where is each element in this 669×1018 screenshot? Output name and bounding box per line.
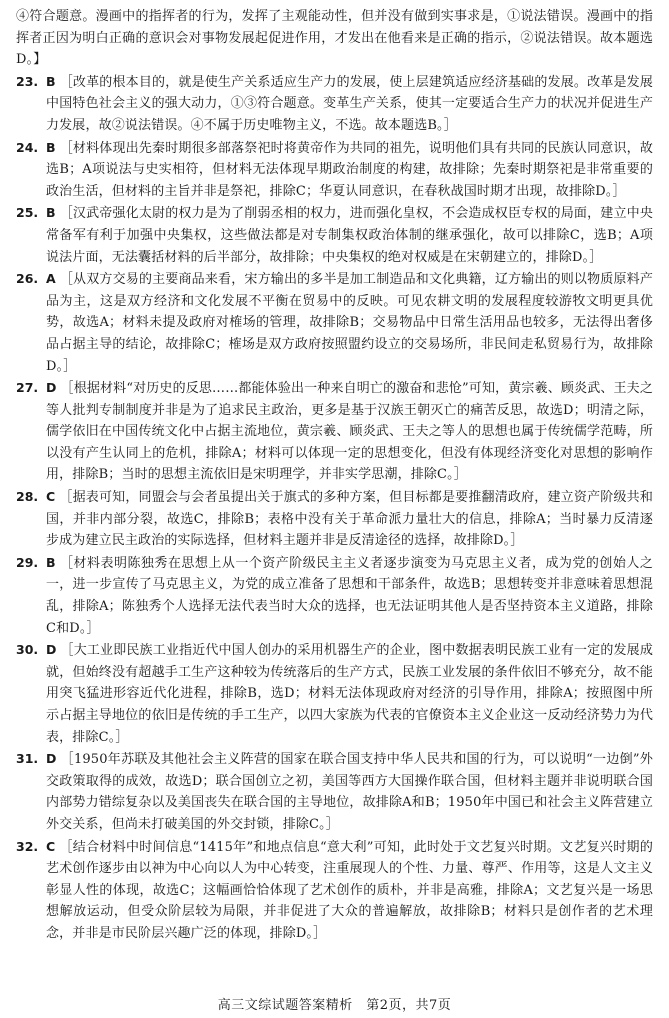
explanation-text: ［据表可知，同盟会与会者虽提出关于旗式的多种方案，但目标都是要推翻清政府，建立资产阶级共和国，并非内部分裂，故选C，排除B；表格中没有关于革命派力量壮大的信息，排除A；当时暴力反清逐步成为建立民主政治的实际选择，但材料主题并非是反清途径的选择，故排除D。］ — [46, 490, 653, 549]
question-number: 23. — [16, 73, 39, 89]
answer-item — [16, 202, 653, 268]
question-number: 27. — [16, 380, 39, 396]
answer-explanation — [46, 639, 653, 748]
answer-item — [16, 268, 653, 377]
answer-letter: D — [46, 642, 57, 658]
question-number: 32. — [16, 838, 39, 854]
answer-letter: D — [46, 380, 57, 396]
answer-item — [16, 639, 653, 748]
explanation-text: ［从双方交易的主要商品来看，宋方输出的多半是加工制造品和文化典籍，辽方输出的则以物质原料产品为主，这是双方经济和文化发展不平衡在贸易中的反映。可见农耕文明的发展程度较游牧文明更具优势，故选A；材料未提及政府对榷场的管理，故排除B；交易物品中日常生活用品也较多，无法得出奢侈品占据主导的结论，故排除C；榷场是双方政府按照盟约设立的交易场所，非民间走私贸易行为，故排除D。］ — [46, 272, 653, 374]
answer-item — [16, 71, 653, 137]
question-number: 25. — [16, 205, 39, 221]
answer-item — [16, 552, 653, 639]
answer-letter: B — [46, 554, 56, 570]
question-number: 30. — [16, 642, 39, 658]
answer-item — [16, 137, 653, 203]
answer-letter: A — [46, 271, 56, 287]
answer-explanation — [46, 268, 653, 377]
answer-letter: C — [46, 489, 56, 505]
answer-explanation — [46, 202, 653, 268]
answer-item — [16, 748, 653, 835]
explanation-text: ［汉武帝强化太尉的权力是为了削弱丞相的权力，进而强化皇权，不会造成权臣专权的局面，建立中央常备军有利于加强中央集权，这些做法都是对专制集权政治体制的继承强化，故可以排除C，选B；A项说法片面，无法囊括材料的后半部分，故排除；中央集权的绝对权威是在宋朝建立的，排除D。］ — [46, 206, 653, 265]
page-footer: 高三文综试题答案精析 第2页，共7页 — [217, 998, 452, 1013]
answer-explanation — [46, 552, 653, 639]
answer-explanation — [46, 137, 653, 203]
answer-list — [16, 71, 653, 945]
answer-letter: B — [46, 139, 56, 155]
explanation-text: ［根据材料“对历史的反思……都能体验出一种来自明亡的激奋和悲怆”可知，黄宗羲、顾炎武、王夫之等人批判专制制度并非是为了追求民主政治，更多是基于汉族王朝灭亡的痛苦反思，故选D；明清之际，儒学依旧在中国传统文化中占据主流地位，黄宗羲、顾炎武、王夫之等人的思想也属于传统儒学范畴，所以没有产生认同上的危机，排除A；材料可以体现一定的思想变化，但没有体现经济变化对思想的影响作用，排除B；当时的思想主流依旧是宋明理学，并非实学思潮，排除C。］ — [46, 381, 653, 483]
answer-explanation — [46, 748, 653, 835]
answer-letter: D — [46, 751, 57, 767]
question-number: 28. — [16, 489, 39, 505]
answer-explanation — [46, 836, 653, 945]
answer-item — [16, 486, 653, 552]
answer-letter: B — [46, 205, 56, 221]
explanation-text: ［材料体现出先秦时期很多部落祭祀时将黄帝作为共同的祖先，说明他们具有共同的民族认同意识，故选B；A项说法与史实相符，但材料无法体现早期政治制度的构建，故排除；先秦时期祭祀是非常重要的政治生活，但材料的主旨并非是祭祀，排除C；华夏认同意识，在春秋战国时期才出现，故排除D。］ — [46, 140, 653, 199]
question-number: 24. — [16, 139, 39, 155]
explanation-text: ［大工业即民族工业指近代中国人创办的采用机器生产的企业，图中数据表明民族工业有一定的发展成就，但始终没有超越手工生产这种较为传统落后的生产方式，民族工业发展的条件依旧不够充分，故不能用突飞猛进形容近代化进程，排除B，选D；材料无法体现政府对经济的引导作用，排除A；按照图中所示占据主导地位的依旧是传统的手工生产，以四大家族为代表的官僚资本主义企业这一反动经济势力为代表，排除C。］ — [46, 643, 653, 745]
question-number: 29. — [16, 554, 39, 570]
explanation-text: ［结合材料中时间信息“1415年”和地点信息“意大利”可知，此时处于文艺复兴时期。文艺复兴时期的艺术创作逐步由以神为中心向以人为中心转变，注重展现人的个性、力量、尊严、作用等，这是人文主义彰显人性的体现，故选C；这幅画恰恰体现了艺术创作的质朴，并非是高雅，排除A；文艺复兴是一场思想解放运动，但受众阶层较为局限，并非促进了大众的普遍解放，故排除B；材料只是创作者的艺术理念，并非是市民阶层兴趣广泛的体现，排除D。］ — [46, 839, 653, 941]
answer-explanation — [46, 377, 653, 486]
explanation-text: ［改革的根本目的，就是使生产关系适应生产力的发展，使上层建筑适应经济基础的发展。改革是发展中国特色社会主义的强大动力，①③符合题意。变革生产关系，使其一定要适合生产力的状况并促进生产力发展，故②说法错误。④不属于历史唯物主义，不选。故本题选B。］ — [46, 74, 653, 133]
explanation-text: ［1950年苏联及其他社会主义阵营的国家在联合国支持中华人民共和国的行为，可以说明“一边倒”外交政策取得的成效，故选D；联合国创立之初，美国等西方大国操作联合国，但材料主题并非说明联合国内部势力错综复杂以及美国丧失在联合国的主导地位，故排除A和B；1950年中国已和社会主义阵营建立外交关系，但尚未打破美国的外交封锁，排除C。］ — [46, 752, 653, 832]
question-number: 26. — [16, 271, 39, 287]
intro-paragraph: ④符合题意。漫画中的指挥者的行为，发挥了主观能动性，但并没有做到实事求是，①说法错误。漫画中的指挥者正因为明白正确的意识会对事物发展起促进作用，才发出在他看来是正确的指示，②说法错误。故本题选D。】 — [16, 9, 653, 68]
answer-explanation — [46, 71, 653, 137]
question-number: 31. — [16, 751, 39, 767]
explanation-text: ［材料表明陈独秀在思想上从一个资产阶级民主主义者逐步演变为马克思主义者，成为党的创始人之一，进一步宣传了马克思主义，为党的成立准备了思想和干部条件，故选B；思想转变并非意味着思想混乱，排除A；陈独秀个人选择无法代表当时大众的选择，也无法证明其他人是否坚持资本主义道路，排除C和D。］ — [46, 555, 653, 636]
answer-letter: C — [46, 838, 56, 854]
answer-explanation — [46, 486, 653, 552]
answer-item — [16, 377, 653, 486]
answer-letter: B — [46, 73, 56, 89]
answer-item — [16, 836, 653, 945]
